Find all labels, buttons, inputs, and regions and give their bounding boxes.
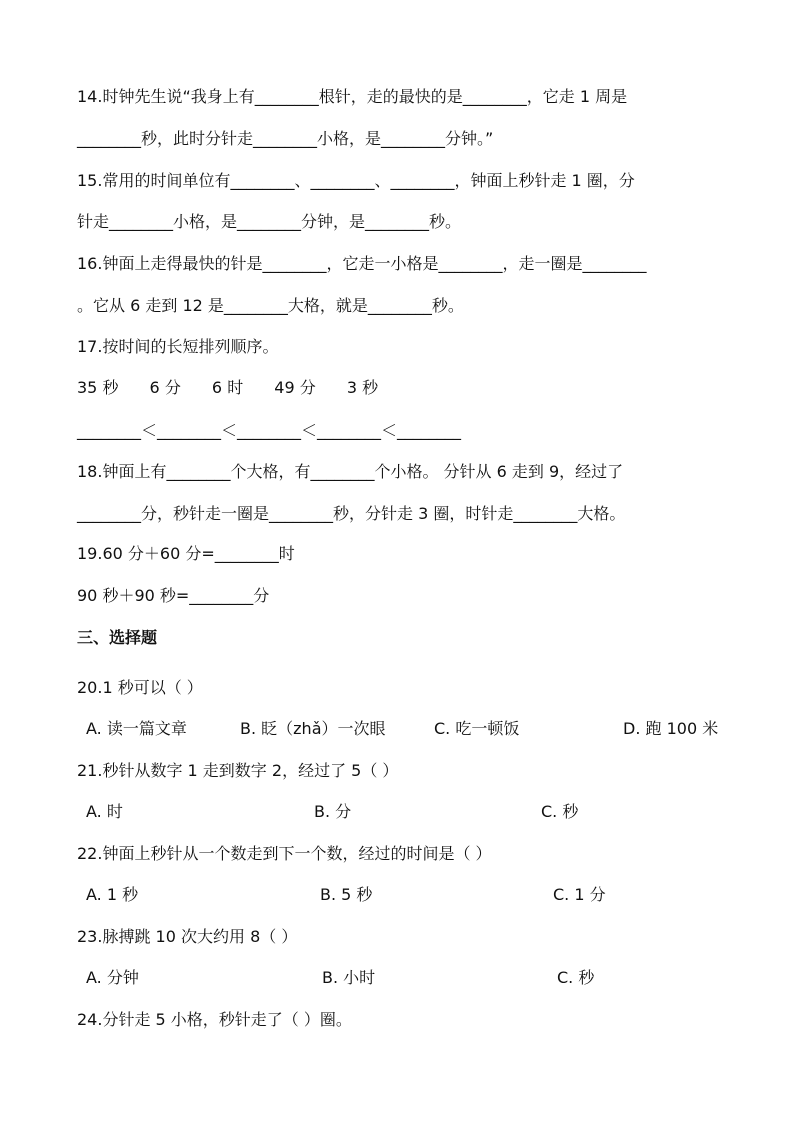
question-24-stem: 24.分针走 5 小格，秒针走了（ ）圈。 — [77, 1010, 352, 1029]
q21-option-c: C. 秒 — [541, 802, 579, 821]
q23-option-a: A. 分钟 — [86, 968, 139, 987]
q21-option-a: A. 时 — [86, 802, 123, 821]
q22-option-b: B. 5 秒 — [320, 885, 373, 904]
question-14-line-2: ________秒，此时分针走________小格，是________分钟。” — [77, 129, 494, 148]
q23-option-b: B. 小时 — [322, 968, 376, 987]
time-item: 35 秒 — [77, 378, 119, 397]
section-heading-choice: 三、选择题 — [77, 628, 158, 647]
time-item: 49 分 — [274, 378, 316, 397]
time-item: 6 分 — [149, 378, 181, 397]
time-item: 3 秒 — [346, 378, 379, 397]
question-19-line-1: 19.60 分＋60 分=________时 — [77, 544, 295, 563]
q23-option-c: C. 秒 — [557, 968, 595, 987]
question-20-stem: 20.1 秒可以（ ） — [77, 678, 203, 697]
question-18-line-1: 18.钟面上有________个大格，有________个小格。 分针从 6 走到 9，经过了 — [77, 462, 624, 481]
q20-option-d: D. 跑 100 米 — [623, 719, 719, 738]
question-23-stem: 23.脉搏跳 10 次大约用 8（ ） — [77, 927, 298, 946]
question-14-line-1: 14.时钟先生说“我身上有________根针，走的最快的是________，它走 1 周是 — [77, 87, 628, 106]
question-15-line-2: 针走________小格，是________分钟，是________秒。 — [77, 212, 462, 231]
question-21-stem: 21.秒针从数字 1 走到数字 2，经过了 5（ ） — [77, 761, 399, 780]
question-17-blanks: ________＜________＜________＜________＜________ — [77, 421, 462, 440]
question-17-items — [77, 377, 720, 399]
question-22-stem: 22.钟面上秒针从一个数走到下一个数，经过的时间是（ ） — [77, 844, 492, 863]
time-item: 6 时 — [211, 378, 244, 397]
question-18-line-2: ________分，秒针走一圈是________秒，分针走 3 圈，时针走________大格。 — [77, 504, 626, 523]
question-19-line-2: 90 秒＋90 秒=________分 — [77, 586, 270, 605]
q20-option-c: C. 吃一顿饭 — [434, 719, 520, 738]
q21-option-b: B. 分 — [314, 802, 352, 821]
question-15-line-1: 15.常用的时间单位有________、________、________，钟面上秒针走 1 圈，分 — [77, 171, 635, 190]
q20-option-a: A. 读一篇文章 — [86, 719, 187, 738]
question-16-line-2: 。它从 6 走到 12 是________大格，就是________秒。 — [77, 296, 464, 315]
question-17-stem: 17.按时间的长短排列顺序。 — [77, 337, 279, 356]
q20-option-b: B. 眨（zhǎ）一次眼 — [240, 719, 386, 738]
q22-option-a: A. 1 秒 — [86, 885, 139, 904]
question-16-line-1: 16.钟面上走得最快的针是________，它走一小格是________，走一圈是________ — [77, 254, 647, 273]
q22-option-c: C. 1 分 — [553, 885, 606, 904]
